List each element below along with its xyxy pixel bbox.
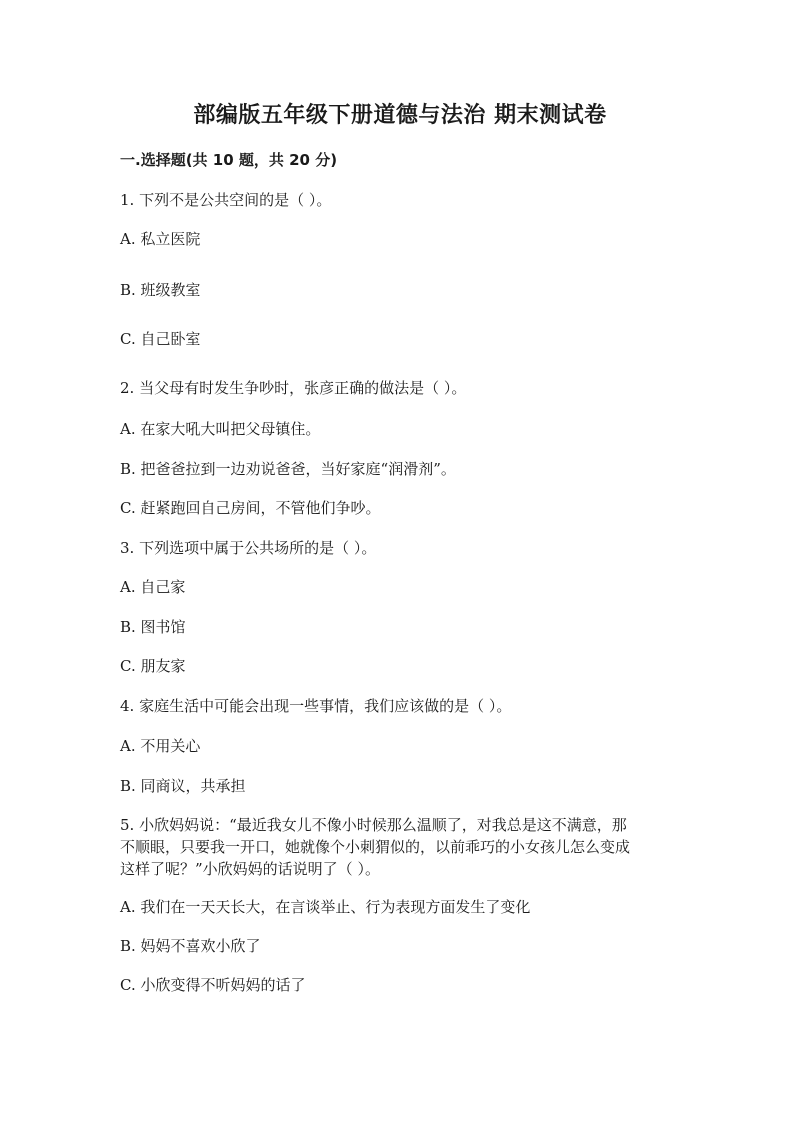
question-2-stem: 2. 当父母有时发生争吵时，张彦正确的做法是（ ）。 <box>120 379 467 397</box>
question-3-stem: 3. 下列选项中属于公共场所的是（ ）。 <box>120 539 377 557</box>
question-4-option-a: A. 不用关心 <box>120 737 201 755</box>
question-1-option-c: C. 自己卧室 <box>120 330 201 348</box>
question-3-option-a: A. 自己家 <box>120 578 186 596</box>
question-2-option-a: A. 在家大吼大叫把父母镇住。 <box>120 420 321 438</box>
page-title: 部编版五年级下册道德与法治 期末测试卷 <box>193 103 607 128</box>
question-2-option-c: C. 赶紧跑回自己房间，不管他们争吵。 <box>120 499 381 517</box>
section-heading: 一.选择题(共 10 题，共 20 分) <box>120 151 338 169</box>
question-4-option-b: B. 同商议，共承担 <box>120 777 246 795</box>
question-5-stem-line: 不顺眼，只要我一开口，她就像个小刺猬似的，以前乖巧的小女孩儿怎么变成 <box>120 838 631 856</box>
question-1-option-b: B. 班级教室 <box>120 281 201 299</box>
question-3-option-b: B. 图书馆 <box>120 618 186 636</box>
question-4-stem: 4. 家庭生活中可能会出现一些事情，我们应该做的是（ ）。 <box>120 697 512 715</box>
question-5-option-b: B. 妈妈不喜欢小欣了 <box>120 937 261 955</box>
question-1-stem: 1. 下列不是公共空间的是（ ）。 <box>120 191 332 209</box>
question-5-option-c: C. 小欣变得不听妈妈的话了 <box>120 976 306 994</box>
question-5-stem <box>120 814 680 880</box>
question-3-option-c: C. 朋友家 <box>120 657 186 675</box>
question-2-option-b: B. 把爸爸拉到一边劝说爸爸，当好家庭“润滑剂”。 <box>120 460 456 478</box>
question-5-stem-line: 这样了呢？”小欣妈妈的话说明了（ ）。 <box>120 860 380 878</box>
question-5-option-a: A. 我们在一天天长大，在言谈举止、行为表现方面发生了变化 <box>120 898 531 916</box>
question-5-stem-line: 5. 小欣妈妈说：“最近我女儿不像小时候那么温顺了，对我总是这不满意，那 <box>120 816 627 834</box>
question-1-option-a: A. 私立医院 <box>120 230 201 248</box>
